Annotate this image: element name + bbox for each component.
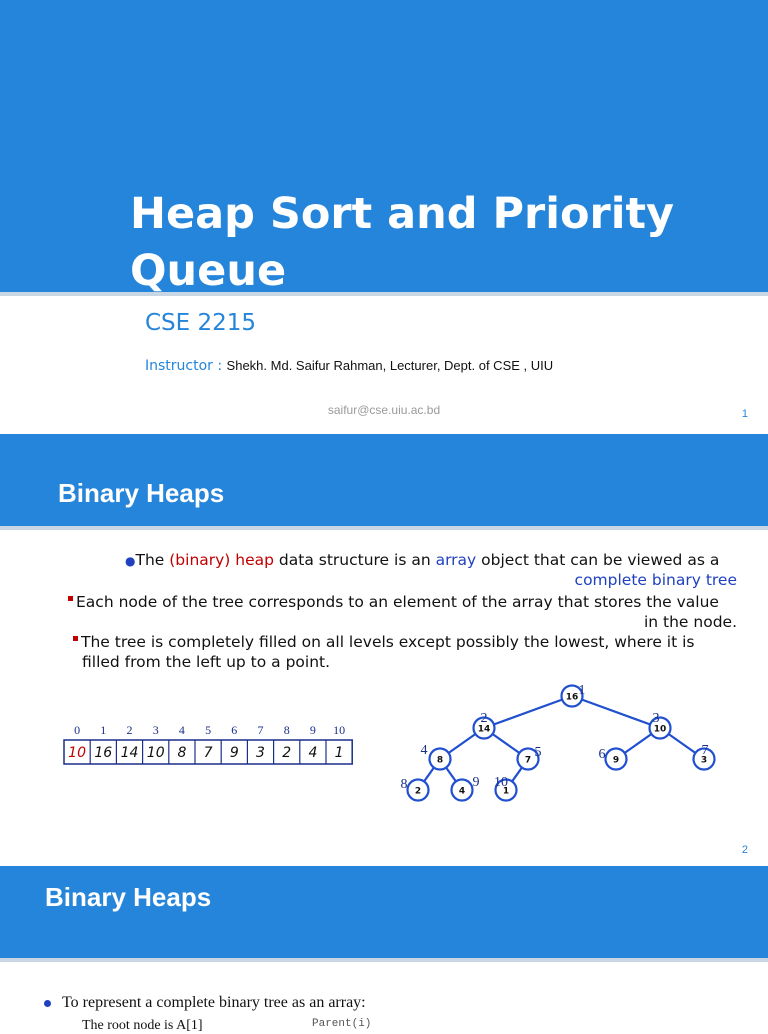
array-cell-value: 9 bbox=[229, 745, 239, 761]
tree-node-value: 8 bbox=[436, 755, 444, 766]
tree-node-index: 3 bbox=[652, 711, 660, 726]
tree-node-value: 9 bbox=[612, 755, 620, 766]
tree-node-value: 4 bbox=[458, 786, 466, 797]
array-cell-value: 14 bbox=[120, 745, 139, 761]
array-index-label: 10 bbox=[333, 723, 346, 737]
tree-node-index: 1 bbox=[578, 683, 586, 698]
tree-node-value: 3 bbox=[700, 755, 708, 766]
square-bullet-icon bbox=[73, 636, 78, 641]
array-index-label: 2 bbox=[126, 723, 133, 737]
array-cell-value: 10 bbox=[146, 745, 165, 761]
instructor-label: Instructor : bbox=[145, 358, 223, 374]
tree-node-index: 4 bbox=[420, 743, 428, 758]
band-divider bbox=[0, 958, 768, 962]
array-cell-value: 7 bbox=[203, 745, 213, 761]
slide-3 bbox=[0, 866, 768, 1033]
tree-node-value: 7 bbox=[524, 755, 532, 766]
array-index-label: 0 bbox=[74, 723, 81, 737]
array-index-label: 1 bbox=[100, 723, 107, 737]
term-complete-binary-tree: complete binary tree bbox=[574, 571, 737, 589]
tree-node-index: 7 bbox=[701, 743, 709, 758]
array-cell-value: 8 bbox=[177, 745, 187, 761]
tree-node-index: 5 bbox=[534, 745, 542, 760]
instructor-name: Shekh. Md. Saifur Rahman, Lecturer, Dept. of CSE , UIU bbox=[226, 358, 554, 373]
array-index-label: 6 bbox=[231, 723, 238, 737]
array-cell-value: 10 bbox=[68, 745, 87, 761]
tree-node-index: 2 bbox=[480, 711, 488, 726]
slide-title: Binary Heaps bbox=[58, 478, 225, 508]
heap-array-figure bbox=[60, 720, 360, 770]
array-cell-value: 1 bbox=[334, 745, 344, 761]
instructor-line bbox=[145, 358, 553, 374]
array-index-label: 5 bbox=[205, 723, 212, 737]
code-parent: Parent(i) bbox=[312, 1018, 372, 1030]
slide-1 bbox=[0, 0, 768, 432]
slide-title: Heap Sort and Priority Queue bbox=[130, 189, 675, 296]
bullet-heap-def: ●The (binary) heap data structure is an array object that can be viewed as a bbox=[125, 551, 720, 569]
bullet-filled-levels: The tree is completely filled on all levels except possibly the lowest, where it is bbox=[73, 632, 737, 652]
square-bullet-icon bbox=[68, 596, 73, 601]
tree-node-value: 10 bbox=[653, 724, 667, 735]
term-binary-heap: (binary) heap bbox=[169, 551, 274, 569]
bullet-node-array-cont: in the node. bbox=[643, 613, 737, 631]
tree-edge bbox=[484, 696, 572, 728]
course-code: CSE 2215 bbox=[145, 310, 257, 336]
tree-edge bbox=[572, 696, 660, 728]
term-array: array bbox=[435, 551, 477, 569]
bullet-dot-icon bbox=[44, 1000, 51, 1007]
array-index-label: 3 bbox=[152, 723, 159, 737]
bullet-array-representation: To represent a complete binary tree as an array: bbox=[62, 994, 366, 1011]
tree-node-value: 1 bbox=[502, 786, 510, 797]
tree-node-index: 8 bbox=[400, 777, 408, 792]
tree-node-index: 9 bbox=[472, 775, 480, 790]
array-index-label: 9 bbox=[309, 723, 316, 737]
array-cell-value: 16 bbox=[94, 745, 113, 761]
array-index-label: 8 bbox=[283, 723, 290, 737]
array-cell-value: 2 bbox=[282, 745, 292, 761]
heap-tree-figure bbox=[398, 680, 718, 820]
sub-bullet-root: The root node is A[1] bbox=[82, 1018, 203, 1033]
array-index-label: 7 bbox=[257, 723, 264, 737]
tree-node-value: 16 bbox=[565, 692, 579, 703]
array-cell-value: 3 bbox=[256, 745, 265, 761]
tree-node-index: 10 bbox=[494, 775, 508, 790]
bullet-filled-levels-cont: filled from the left up to a point. bbox=[82, 653, 331, 671]
bullet-dot-icon: ● bbox=[125, 554, 136, 568]
slide-2 bbox=[0, 434, 768, 864]
slide-title: Binary Heaps bbox=[45, 882, 212, 912]
array-index-label: 4 bbox=[178, 723, 185, 737]
tree-node-value: 14 bbox=[477, 724, 491, 735]
page-number: 1 bbox=[741, 408, 748, 420]
page-number: 2 bbox=[741, 844, 748, 856]
bullet-node-array: Each node of the tree corresponds to an element of the array that stores the value bbox=[68, 592, 737, 612]
email-footer: saifur@cse.uiu.ac.bd bbox=[327, 403, 441, 417]
array-cell-value: 4 bbox=[308, 745, 318, 761]
tree-node-index: 6 bbox=[598, 747, 606, 762]
band-divider bbox=[0, 526, 768, 530]
tree-node-value: 2 bbox=[414, 786, 422, 797]
